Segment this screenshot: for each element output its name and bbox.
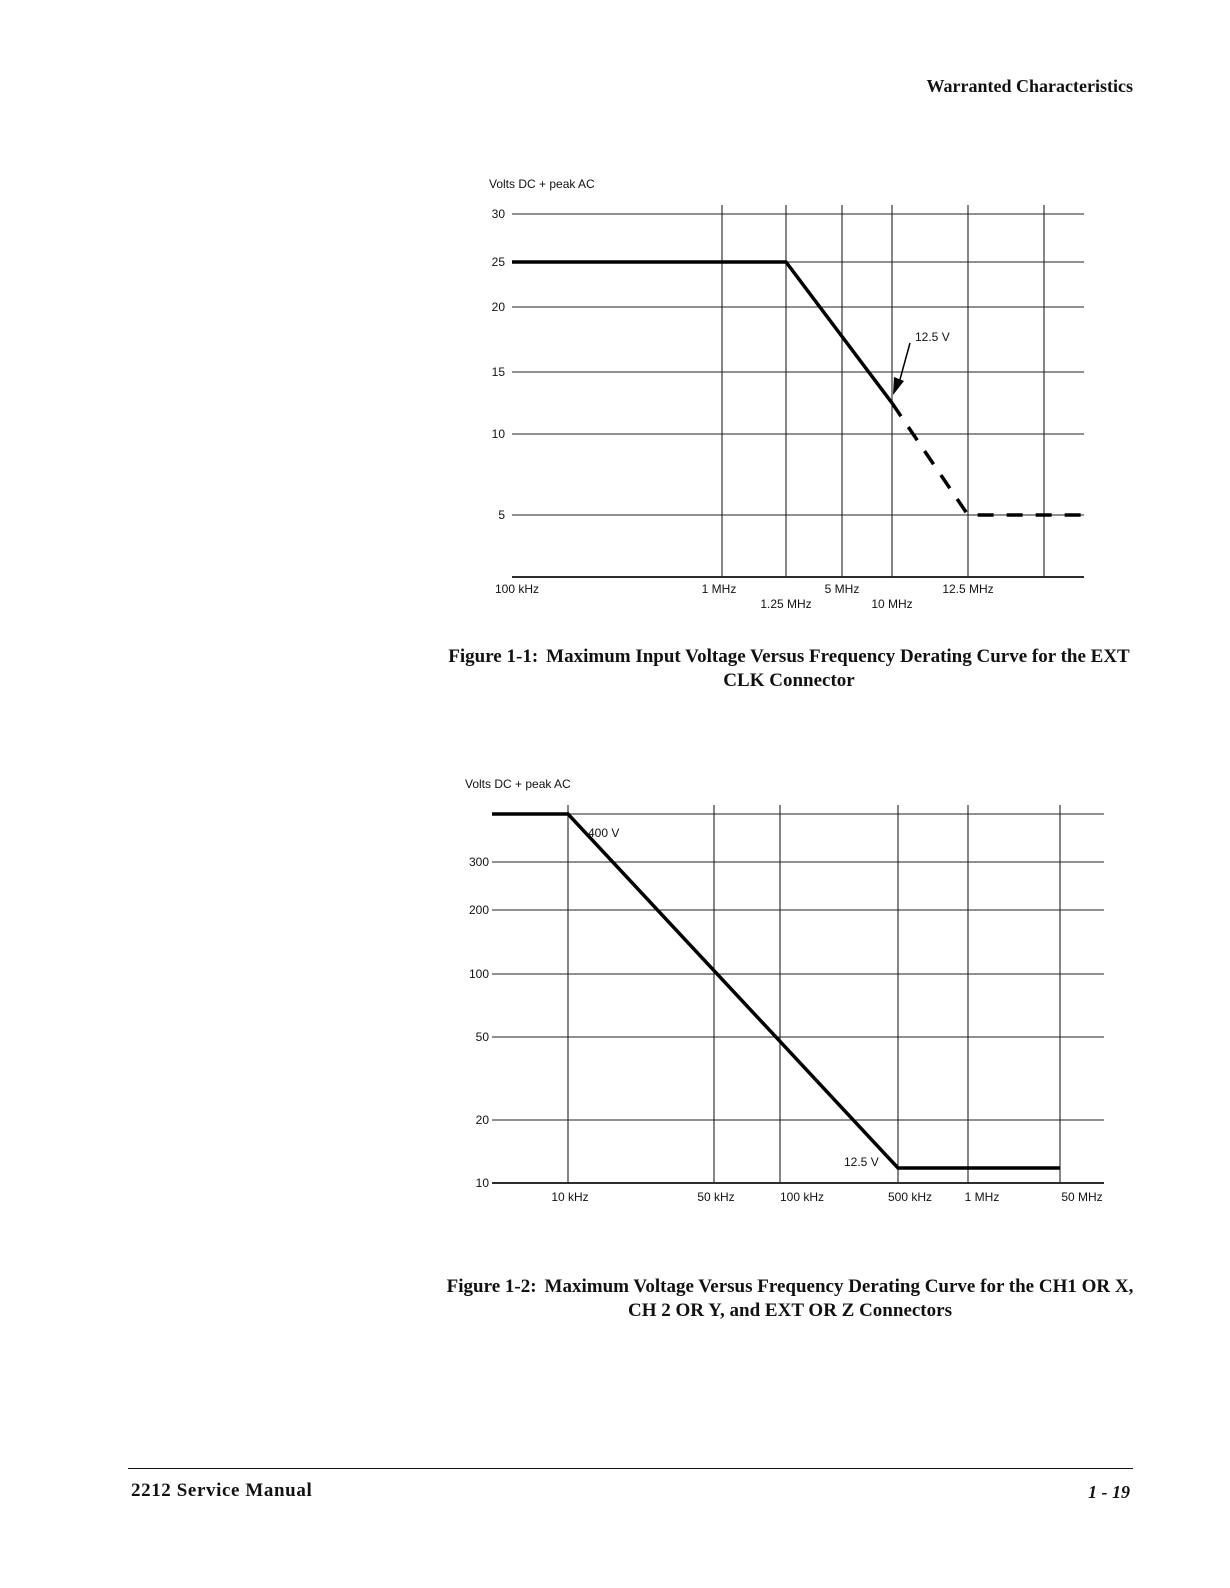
chart1-xtick-label: 5 MHz (824, 582, 860, 596)
chart1-annotation-label: 12.5 V (915, 330, 950, 344)
figure-1-2-text: Maximum Voltage Versus Frequency Derating Curve for the CH1 OR X, CH 2 OR Y, and EXT OR Z Connectors (544, 1276, 1134, 1321)
footer-rule (128, 1468, 1133, 1469)
chart1-xtick-label: 12.5 MHz (942, 582, 994, 596)
chart1-ytick-label: 10 (491, 427, 505, 441)
chart2-ytick-label: 200 (468, 903, 489, 917)
chart1-annotation-arrowhead (893, 377, 904, 395)
chart1-ytick-label: 5 (498, 508, 505, 522)
chart2-ylabel: Volts DC + peak AC (465, 777, 571, 791)
running-header: Warranted Characteristics (926, 76, 1133, 96)
chart1-xtick-label: 10 MHz (871, 597, 913, 611)
figure-1-1-number: Figure 1-1: (448, 646, 539, 667)
chart1-ytick-label: 20 (491, 300, 505, 314)
chart2-annotation-12-5v: 12.5 V (844, 1155, 879, 1169)
chart2-annotation-400v: 400 V (588, 826, 620, 840)
chart2-xtick-label: 50 MHz (1061, 1190, 1103, 1204)
chart1-series-solid (512, 262, 892, 403)
chart2-xtick-label: 500 kHz (887, 1190, 933, 1204)
figure-1-1-text: Maximum Input Voltage Versus Frequency Derating Curve for the EXT CLK Connector (546, 646, 1130, 691)
chart2-ytick-label: 50 (475, 1030, 489, 1044)
figure-1-2-caption (440, 1275, 1140, 1323)
chart2-ytick-label: 10 (475, 1176, 489, 1190)
chart1-xtick-label: 1 MHz (701, 582, 737, 596)
chart2-ytick-label: 300 (468, 855, 489, 869)
chart2-xtick-label: 50 kHz (697, 1190, 735, 1204)
chart2-ytick-label: 20 (475, 1113, 489, 1127)
chart2-xtick-label: 1 MHz (964, 1190, 1000, 1204)
chart1-ytick-label: 30 (491, 207, 505, 221)
chart1-xtick-label: 100 kHz (495, 582, 540, 596)
chart1-annotation-leader (899, 343, 910, 383)
chart2-xtick-label: 10 kHz (551, 1190, 589, 1204)
derating-chart-ext-clk (0, 170, 1230, 630)
derating-chart-inputs (0, 770, 1230, 1220)
chart1-ytick-label: 25 (491, 255, 505, 269)
figure-1-1-caption (445, 645, 1133, 693)
chart2-ytick-label: 100 (468, 967, 489, 981)
chart1-series-dashed (892, 403, 1084, 515)
footer-page-number: 1 - 19 (1088, 1482, 1130, 1502)
chart1-xtick-label: 1.25 MHz (760, 597, 812, 611)
chart2-xtick-label: 100 kHz (779, 1190, 825, 1204)
footer-manual-title: 2212 Service Manual (131, 1480, 313, 1501)
chart1-ylabel: Volts DC + peak AC (489, 177, 595, 191)
chart2-series-line (492, 814, 1060, 1168)
chart1-ytick-label: 15 (491, 365, 505, 379)
figure-1-2-number: Figure 1-2: (446, 1276, 537, 1297)
